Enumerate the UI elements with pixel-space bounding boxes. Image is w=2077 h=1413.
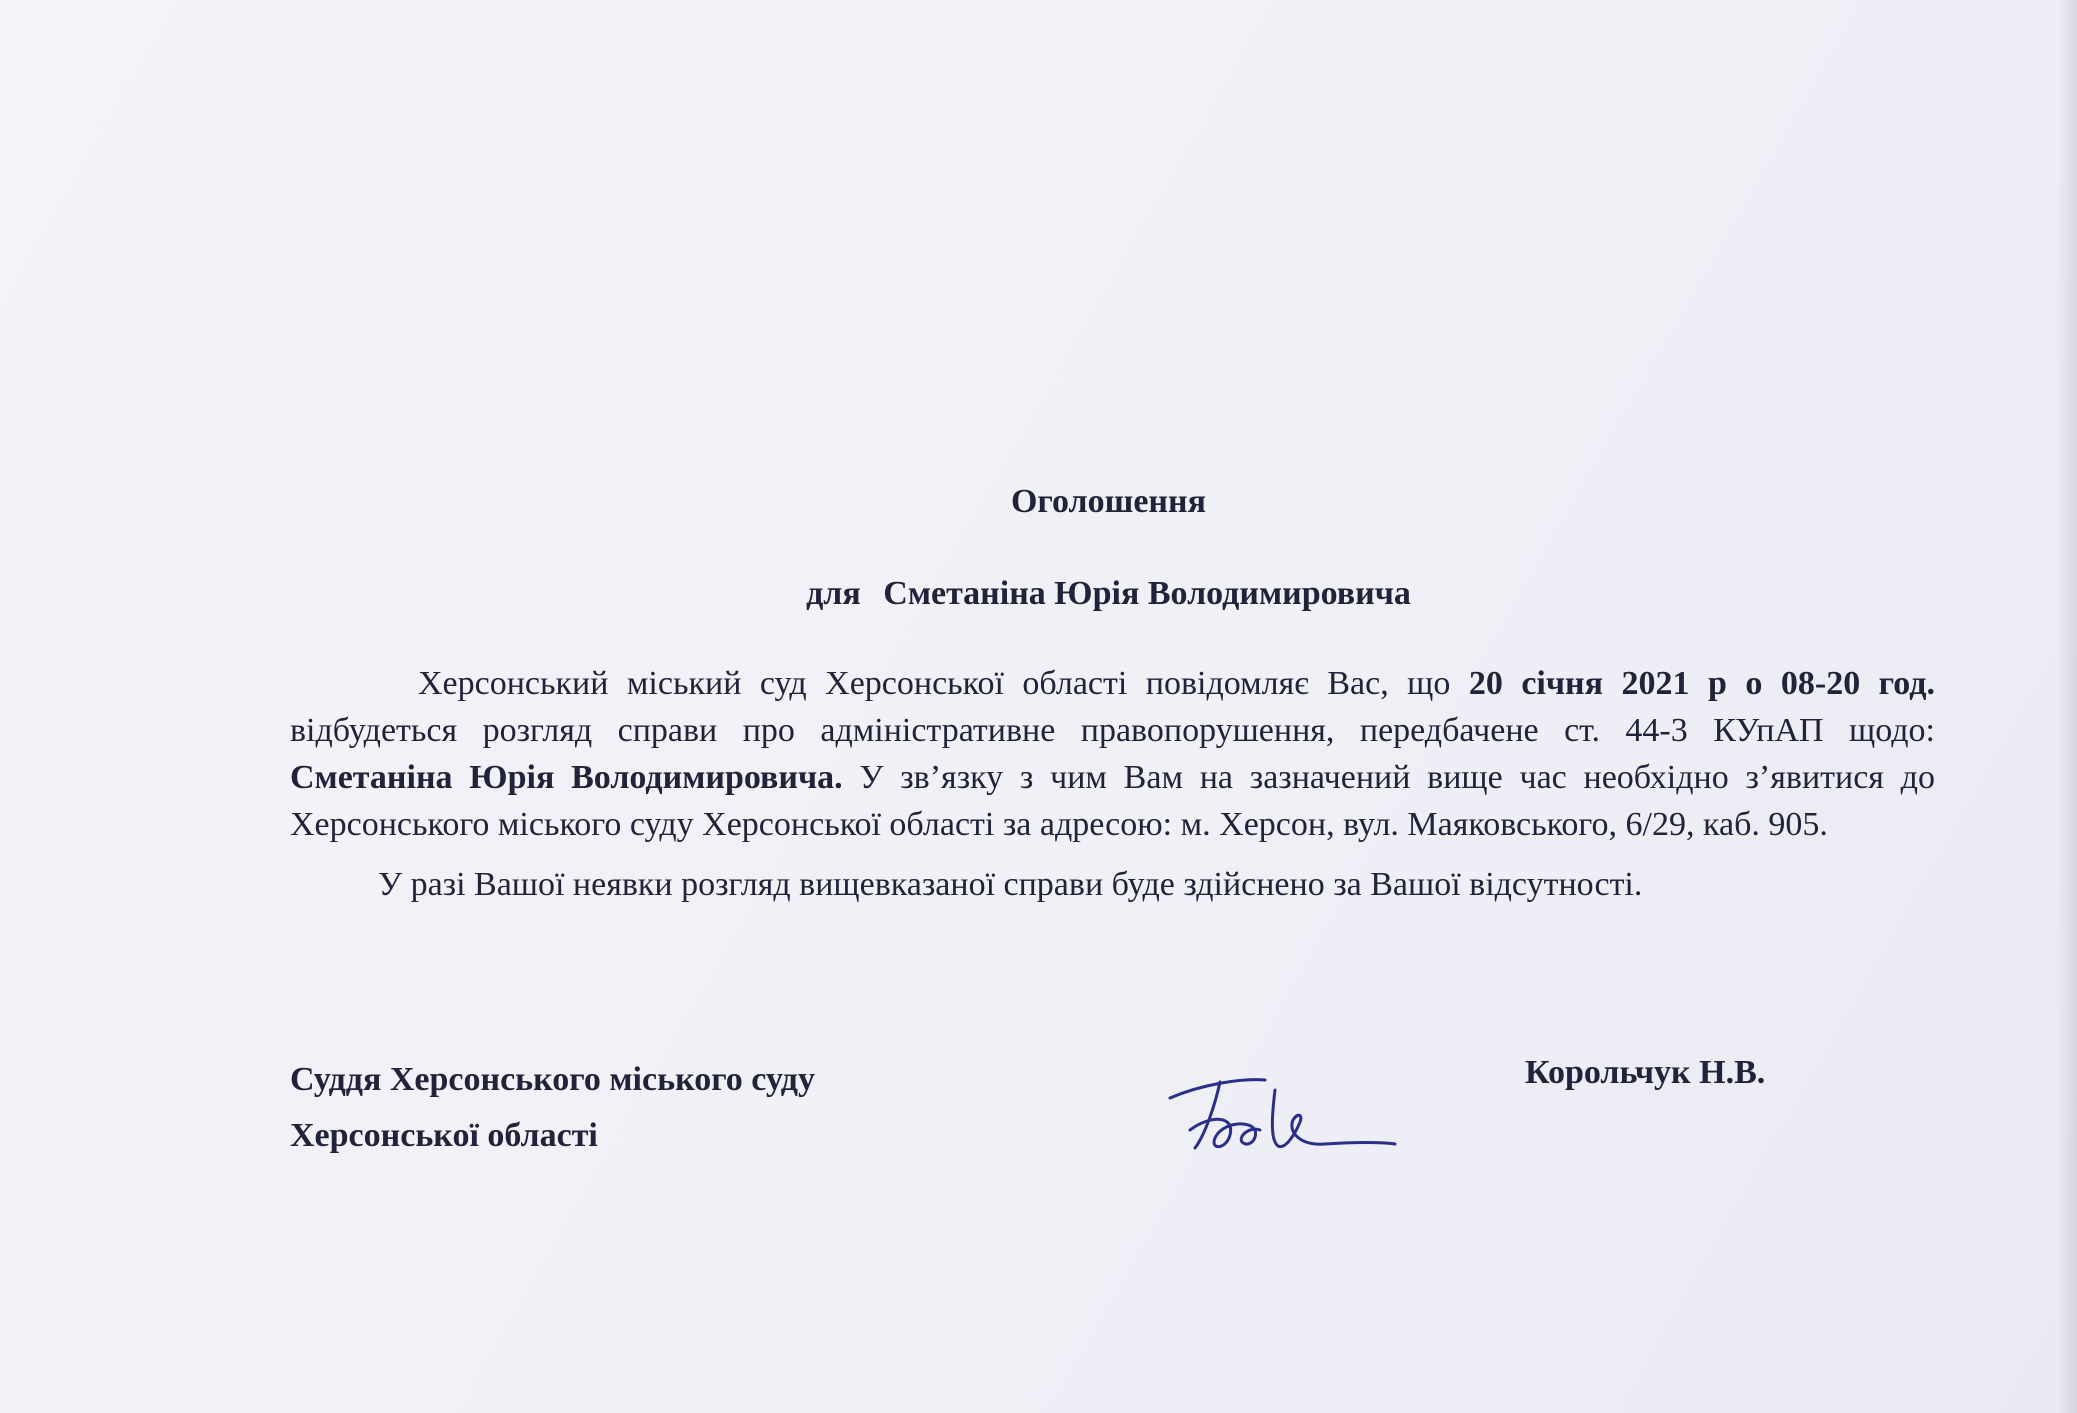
paragraph-notice — [290, 660, 1935, 848]
document-body — [290, 660, 1935, 916]
page-edge-shadow — [2057, 0, 2077, 1413]
hearing-datetime: 20 січня 2021 р о 08-20 год. — [1468, 665, 1935, 702]
judge-position-line2: Херсонської області — [290, 1117, 598, 1154]
judge-position-line1: Суддя Херсонського міського суду — [290, 1061, 816, 1098]
addressee-name: Сметаніна Юрія Володимировича — [883, 575, 1411, 612]
addressee-line — [0, 575, 2077, 613]
paragraph-notice-text-b: відбудеться розгляд справи про адміністративне правопорушення, передбачене ст. 44-3 КУпАП щодо: — [290, 712, 1935, 749]
paragraph-notice-text-a: Херсонський міський суд Херсонської області повідомляє Вас, що — [418, 665, 1469, 702]
defendant-name: Сметаніна Юрія Володимировича. — [290, 759, 843, 796]
judge-name: Корольчук Н.В. — [1525, 1054, 1766, 1091]
paragraph-notice-text-c: У зв’язку з чим Вам на зазначений вище час необхідно з’явитися до Херсонського міського суду Херсонської області за адресою: м. Херсон, вул. Маяковського, 6/29, каб. 905. — [290, 759, 1935, 843]
paragraph-absence: У разі Вашої неявки розгляд вищевказаної справи буде здійснено за Вашої відсутності. — [378, 866, 1643, 903]
handwritten-signature — [1160, 1060, 1400, 1160]
document-title: Оголошення — [1010, 483, 1207, 520]
judge-position — [290, 1052, 815, 1164]
addressee-prefix: для — [806, 575, 861, 612]
